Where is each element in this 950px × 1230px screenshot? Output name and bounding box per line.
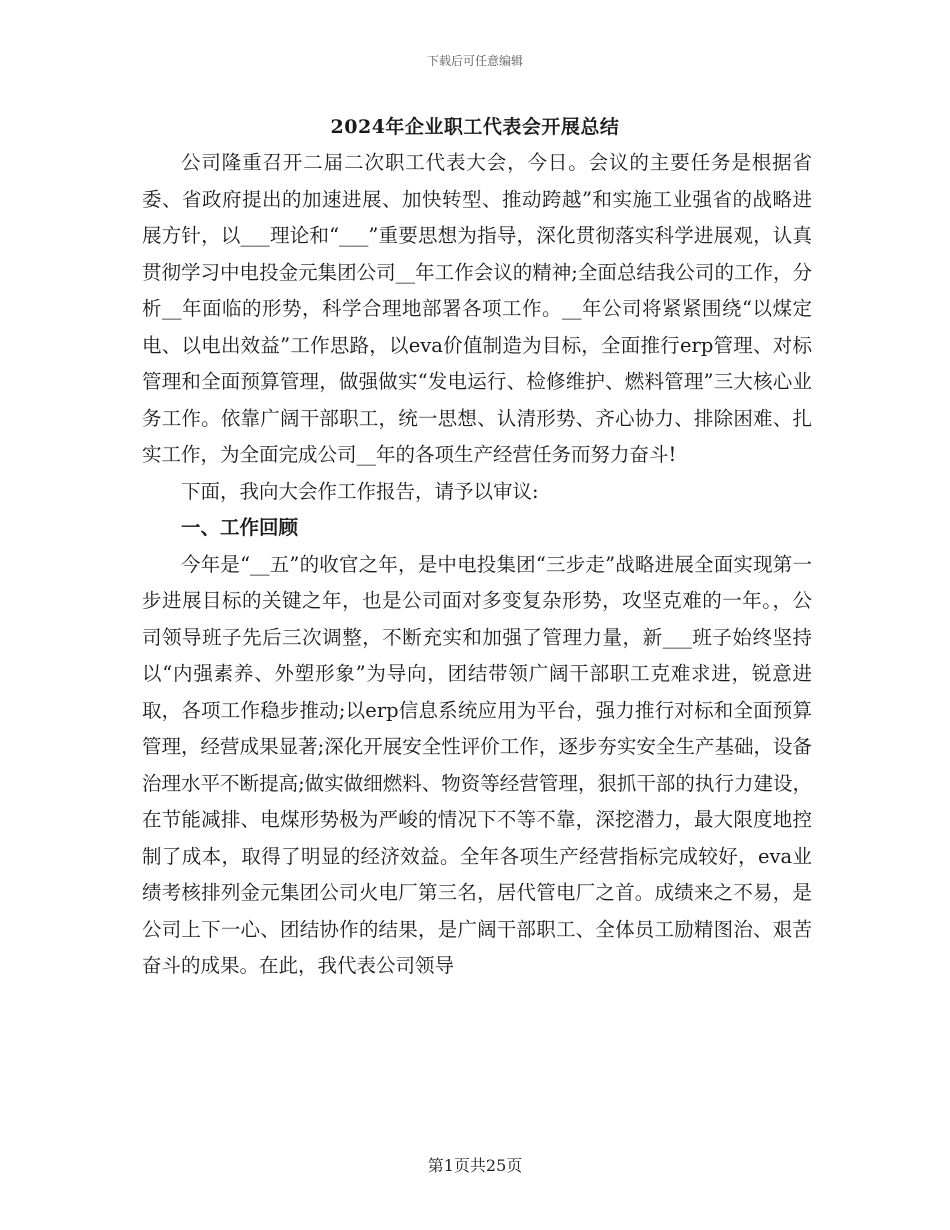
report-paragraph: 下面，我向大会作工作报告，请予以审议: xyxy=(181,479,539,503)
page-header-note: 下载后可任意编辑 xyxy=(426,54,523,68)
intro-paragraph: 公司隆重召开二届二次职工代表大会，今日。会议的主要任务是根据省委、省政府提出的加速进展、加快转型、推动跨越”和实施工业强省的战略进展方针，以___理论和“___”重要思想为指导，深化贯彻落实科学进展观，认真贯彻学习中电投金元集团公司__年工作会议的精神;全面总结我公司的工作，分析__年面临的形势，科学合理地部署各项工作。__年公司将紧紧围绕“以煤定电、以电出效益”工作思路，以eva价值制造为目标，全面推行erp管理、对标管理和全面预算管理，做强做实“发电运行、检修维护、燃料管理”三大核心业务工作。依靠广阔干部职工，统一思想、认清形势、齐心协力、排除困难、扎实工作，为全面完成公司__年的各项生产经营任务而努力奋斗! xyxy=(142,151,812,466)
document-body xyxy=(142,145,812,985)
page-number: 第1页共25页 xyxy=(427,1156,523,1175)
review-paragraph: 今年是“__五”的收官之年，是中电投集团“三步走”战略进展全面实现第一步进展目标的关键之年，也是公司面对多变复杂形势，攻坚克难的一年。，公司领导班子先后三次调整，不断充实和加强了管理力量，新___班子始终坚持以“内强素养、外塑形象”为导向，团结带领广阔干部职工克难求进，锐意进取，各项工作稳步推动;以erp信息系统应用为平台，强力推行对标和全面预算管理，经营成果显著;深化开展安全性评价工作，逐步夯实安全生产基础，设备治理水平不断提高;做实做细燃料、物资等经营管理，狠抓干部的执行力建设，在节能减排、电煤形势极为严峻的情况下不等不靠，深挖潜力，最大限度地控制了成本，取得了明显的经济效益。全年各项生产经营指标完成较好，eva业绩考核排列金元集团公司火电厂第三名，居代管电厂之首。成绩来之不易，是公司上下一心、团结协作的结果，是广阔干部职工、全体员工励精图治、艰苦奋斗的成果。在此，我代表公司领导 xyxy=(142,552,812,977)
document-title: 2024年企业职工代表会开展总结 xyxy=(330,116,620,138)
section-heading-review: 一、工作回顾 xyxy=(181,516,299,539)
